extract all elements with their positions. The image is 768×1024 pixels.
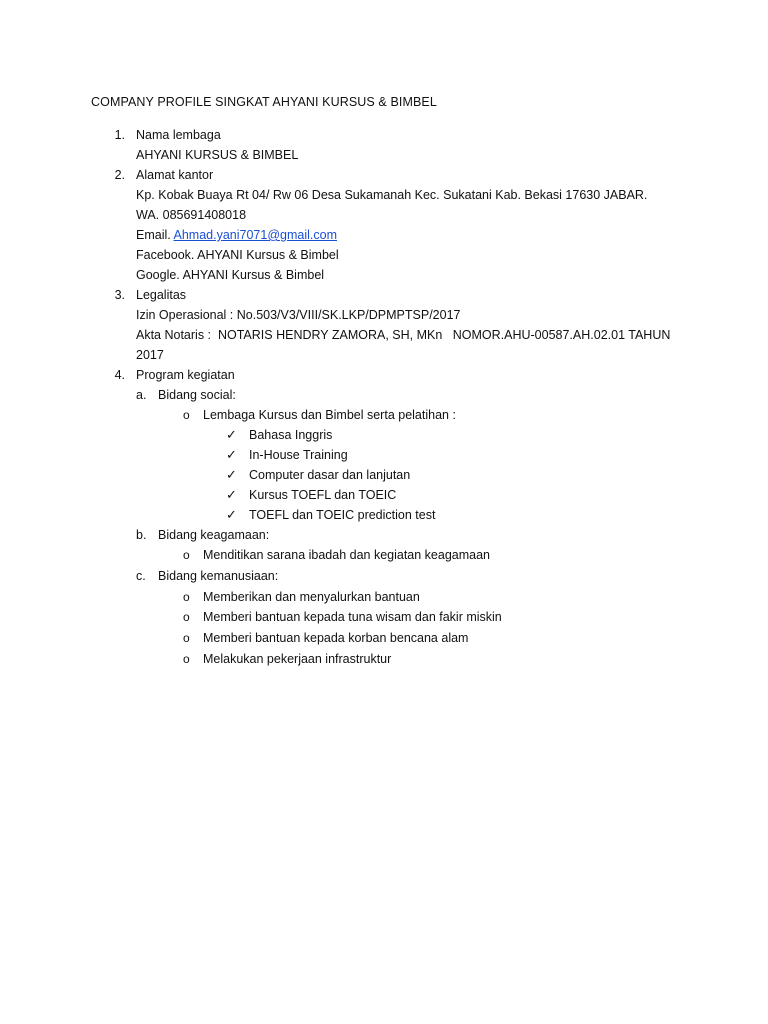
list-item: TOEFL dan TOEIC prediction test <box>249 508 436 522</box>
section-4-number: 4. <box>114 368 125 382</box>
subsection-b-heading: Bidang keagamaan: <box>158 528 270 542</box>
circle-bullet-icon: o <box>183 631 190 645</box>
list-item: In-House Training <box>249 448 348 462</box>
check-mark-icon: ✓ <box>226 447 237 462</box>
circle-bullet-icon: o <box>183 610 190 624</box>
circle-bullet-icon: o <box>183 590 190 604</box>
check-mark-icon: ✓ <box>226 507 237 522</box>
section-4-heading: Program kegiatan <box>136 368 235 382</box>
subsection-b-letter: b. <box>136 528 147 542</box>
list-item: Menditikan sarana ibadah dan kegiatan keagamaan <box>203 548 491 562</box>
list-item: Kursus TOEFL dan TOEIC <box>249 488 397 502</box>
section-2-number: 2. <box>114 168 125 182</box>
email-label: Email. <box>136 228 174 242</box>
list-item: Memberi bantuan kepada tuna wisam dan fakir miskin <box>203 610 502 624</box>
list-item: Melakukan pekerjaan infrastruktur <box>203 652 392 666</box>
subsection-c-letter: c. <box>136 569 146 583</box>
check-mark-icon: ✓ <box>226 427 237 442</box>
document-title: COMPANY PROFILE SINGKAT AHYANI KURSUS & BIMBEL <box>91 95 437 109</box>
circle-bullet-icon: o <box>183 408 190 422</box>
google-line: Google. AHYANI Kursus & Bimbel <box>136 268 325 282</box>
check-mark-icon: ✓ <box>226 487 237 502</box>
circle-bullet-icon: o <box>183 548 190 562</box>
section-3-number: 3. <box>114 288 125 302</box>
email-link[interactable]: Ahmad.yani7071@gmail.com <box>173 228 337 242</box>
subsection-a-heading: Bidang social: <box>158 388 236 402</box>
list-item: Lembaga Kursus dan Bimbel serta pelatihan : <box>203 408 456 422</box>
section-1-line: AHYANI KURSUS & BIMBEL <box>136 148 299 162</box>
email-line <box>136 227 337 243</box>
list-item: Memberi bantuan kepada korban bencana alam <box>203 631 469 645</box>
akta-notaris-year: 2017 <box>136 348 164 362</box>
section-3-heading: Legalitas <box>136 288 187 302</box>
section-1-number: 1. <box>114 128 125 142</box>
circle-bullet-icon: o <box>183 652 190 666</box>
izin-operasional-line: Izin Operasional : No.503/V3/VIII/SK.LKP/DPMPTSP/2017 <box>136 308 461 322</box>
subsection-c-heading: Bidang kemanusiaan: <box>158 569 279 583</box>
list-item: Computer dasar dan lanjutan <box>249 468 411 482</box>
list-item: Bahasa Inggris <box>249 428 333 442</box>
section-1-heading: Nama lembaga <box>136 128 221 142</box>
facebook-line: Facebook. AHYANI Kursus & Bimbel <box>136 248 339 262</box>
section-2-heading: Alamat kantor <box>136 168 214 182</box>
address-line: Kp. Kobak Buaya Rt 04/ Rw 06 Desa Sukamanah Kec. Sukatani Kab. Bekasi 17630 JABAR. <box>136 188 648 202</box>
list-item: Memberikan dan menyalurkan bantuan <box>203 590 420 604</box>
subsection-a-letter: a. <box>136 388 147 402</box>
akta-notaris-line: Akta Notaris : NOTARIS HENDRY ZAMORA, SH, MKn NOMOR.AHU-00587.AH.02.01 TAHUN <box>136 328 671 342</box>
whatsapp-line: WA. 085691408018 <box>136 208 247 222</box>
check-mark-icon: ✓ <box>226 467 237 482</box>
